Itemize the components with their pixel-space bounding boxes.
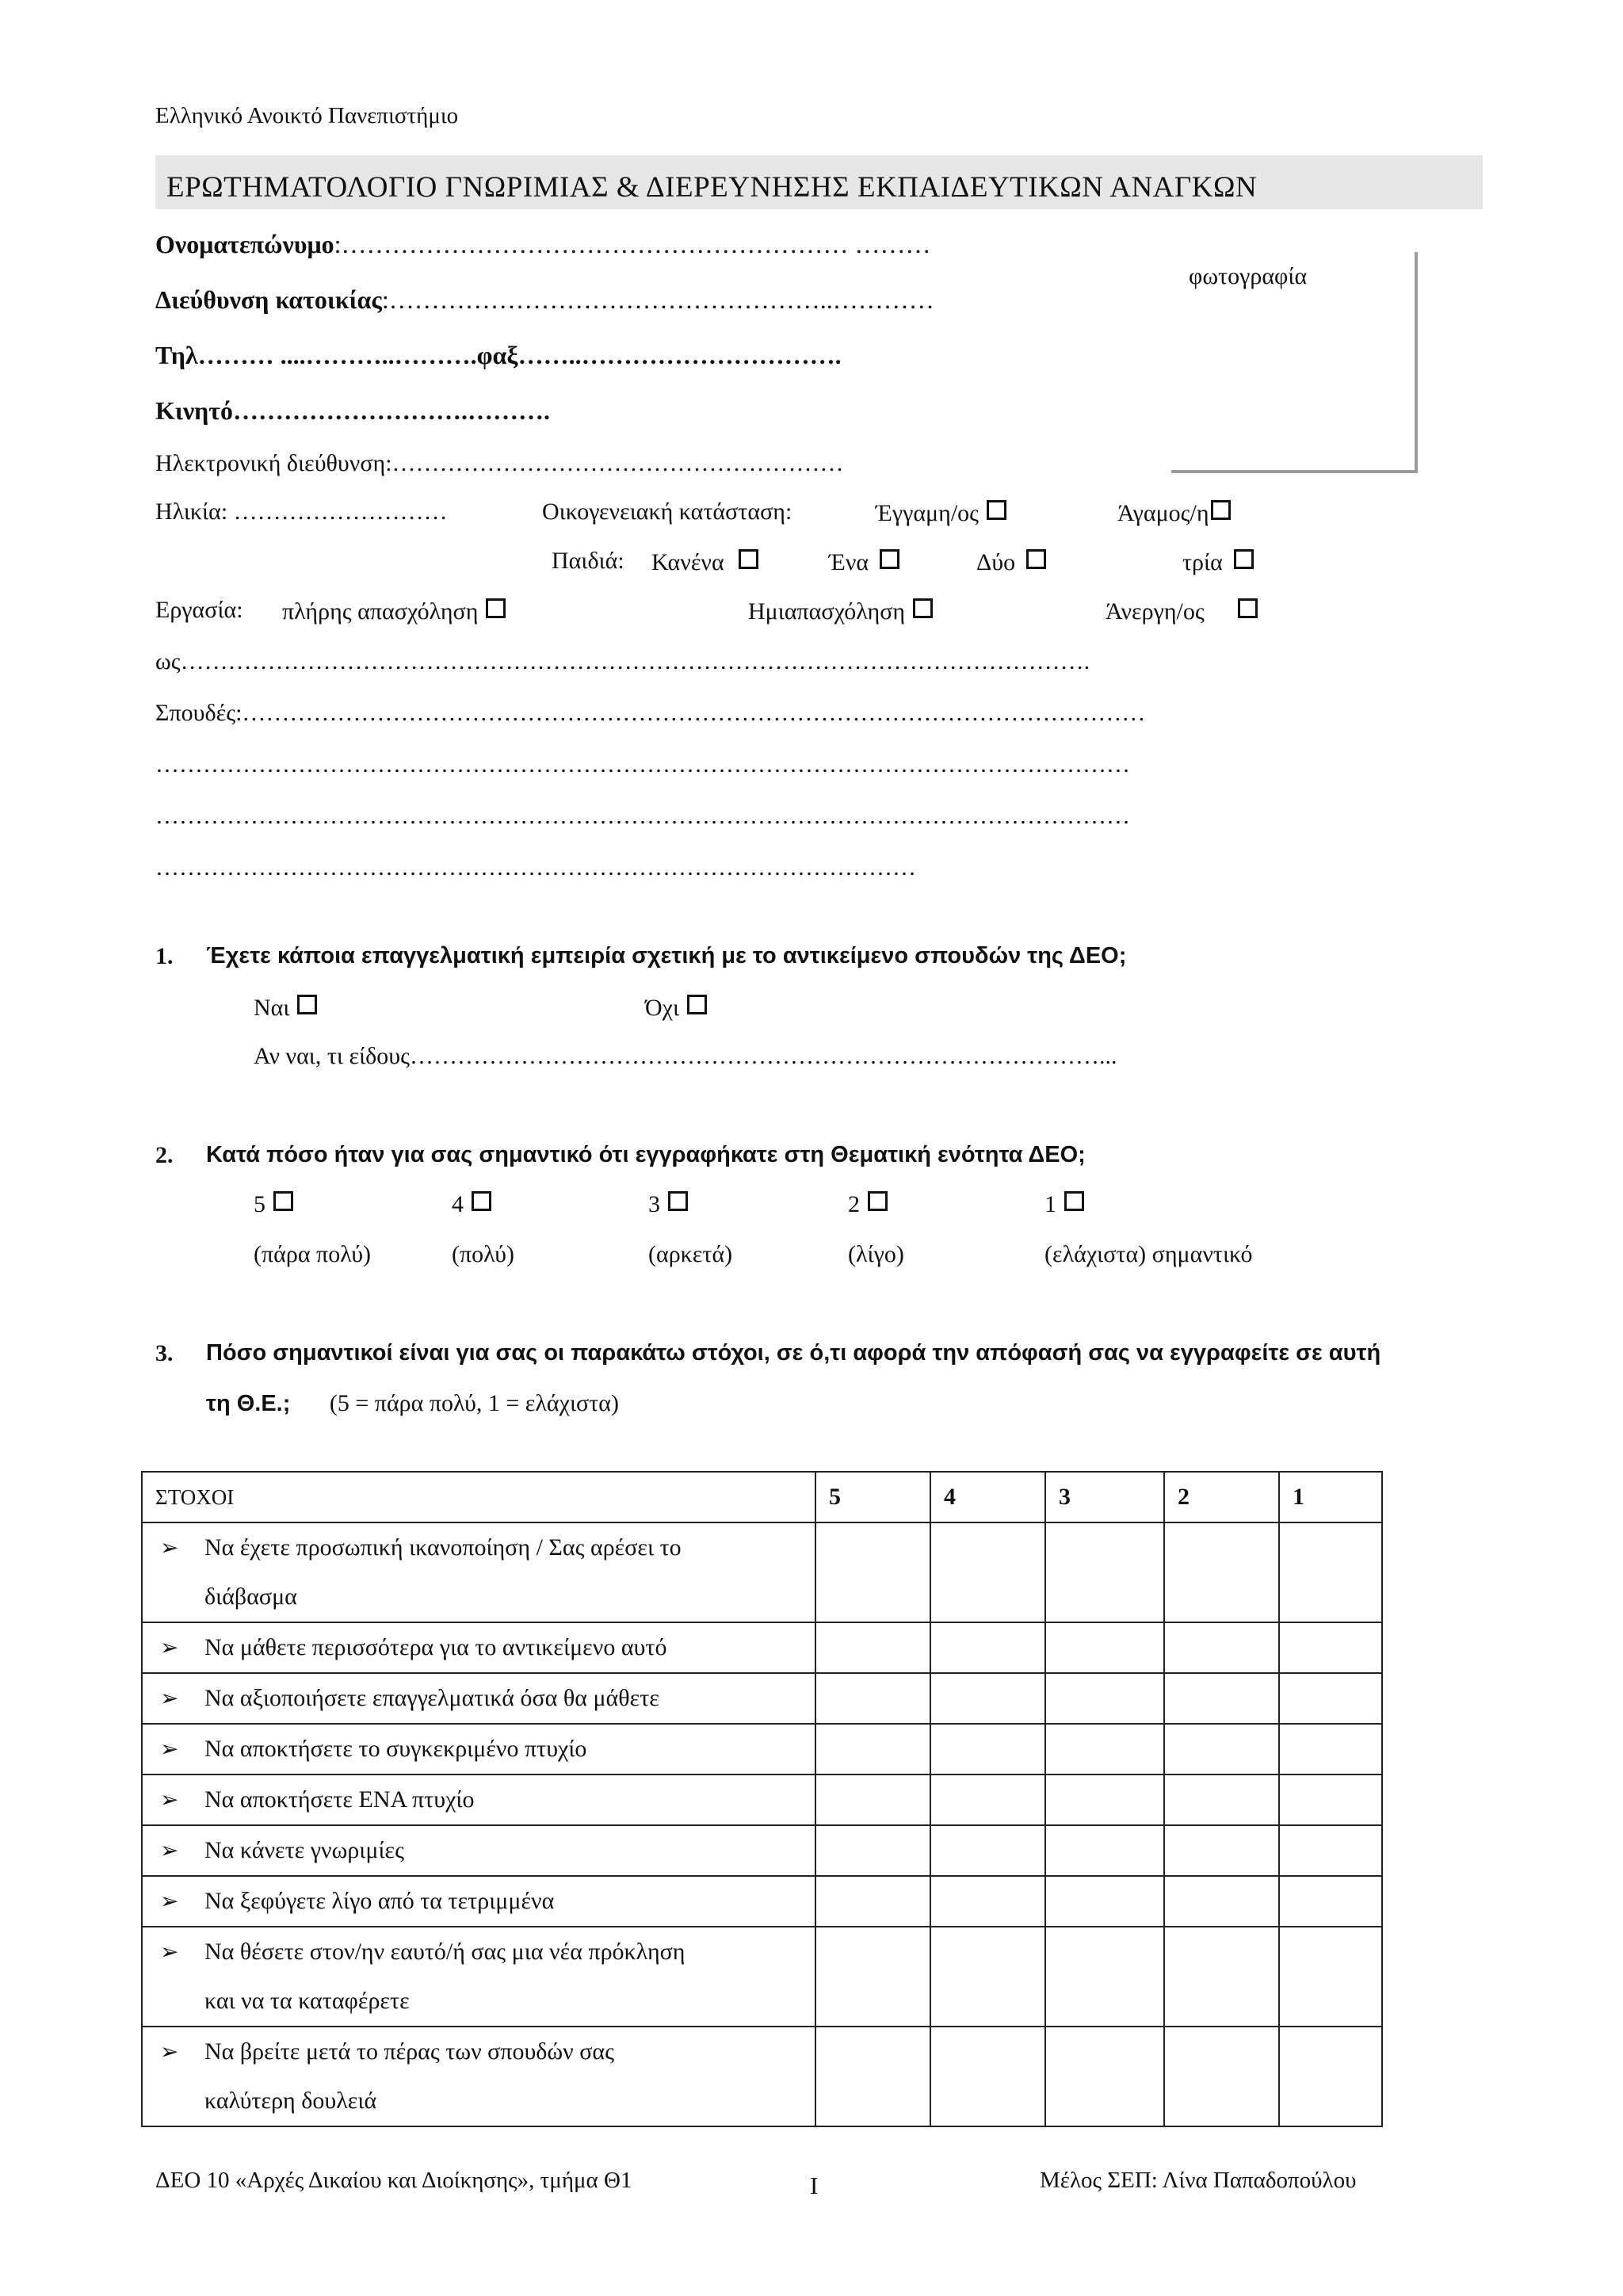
studies-extra-line[interactable]: …………………………………………………………………………………………………………… (155, 803, 1130, 829)
rating-cell[interactable] (1279, 1876, 1382, 1927)
work-unemployed-checkbox[interactable] (1238, 598, 1258, 618)
rating-cell[interactable] (1045, 2027, 1164, 2126)
q2-option-4[interactable] (452, 1191, 491, 1217)
address-field[interactable] (155, 287, 934, 312)
rating-cell[interactable] (1045, 1927, 1164, 2027)
q2-checkbox-4[interactable] (472, 1191, 491, 1211)
arrow-bullet-icon: ➢ (160, 1939, 179, 1965)
q3-scale-note: (5 = πάρα πολύ, 1 = ελάχιστα) (329, 1390, 619, 1416)
table-row (142, 1775, 1382, 1825)
rating-header-5: 5 (815, 1472, 930, 1522)
q1-yes-option[interactable] (254, 995, 317, 1020)
q2-caption-1: (ελάχιστα) σημαντικό (1044, 1241, 1253, 1267)
q1-no-checkbox[interactable] (687, 995, 707, 1014)
goal-text: Να μάθετε περισσότερα για το αντικείμενο αυτό (204, 1634, 667, 1660)
q2-caption-2: (λίγο) (848, 1241, 904, 1267)
rating-cell[interactable] (930, 1522, 1045, 1622)
table-row (142, 1876, 1382, 1927)
work-unemployed-option[interactable] (1106, 598, 1258, 624)
q2-option-2[interactable] (848, 1191, 888, 1217)
married-option[interactable] (876, 500, 1006, 525)
goal-text-continued: και να τα καταφέρετε (204, 1988, 410, 2014)
table-row (142, 1622, 1382, 1673)
goal-cell (142, 1825, 815, 1876)
rating-cell[interactable] (930, 1927, 1045, 2027)
rating-cell[interactable] (1164, 1825, 1279, 1876)
rating-cell[interactable] (1164, 1673, 1279, 1724)
rating-cell[interactable] (1279, 2027, 1382, 2126)
rating-cell[interactable] (1164, 1927, 1279, 2027)
form-title: ΕΡΩΤΗΜΑΤΟΛΟΓΙΟ ΓΝΩΡΙΜΙΑΣ & ΔΙΕΡΕΥΝΗΣΗΣ ΕΚΠΑΙΔΕΥΤΙΚΩΝ ΑΝΑΓΚΩΝ (166, 171, 1258, 204)
marital-label: Οικογενειακή κατάσταση: (542, 499, 792, 525)
rating-cell[interactable] (1164, 1775, 1279, 1825)
rating-cell[interactable] (1279, 1927, 1382, 2027)
rating-cell[interactable] (1045, 1775, 1164, 1825)
rating-cell[interactable] (1164, 2027, 1279, 2126)
q2-checkbox-3[interactable] (668, 1191, 688, 1211)
phone-fax-field[interactable]: Τηλ……… ....………..……….φαξ……..…………………………. (155, 341, 842, 369)
rating-cell[interactable] (930, 1724, 1045, 1775)
married-label: Έγγαμη/ος (876, 500, 980, 526)
rating-cell[interactable] (815, 1622, 930, 1673)
rating-header-1: 1 (1279, 1472, 1382, 1522)
rating-cell[interactable] (930, 1673, 1045, 1724)
goal-cell (142, 1927, 815, 2027)
rating-cell[interactable] (1164, 1724, 1279, 1775)
goal-cell (142, 1775, 815, 1825)
address-dots: :……………………………………………..………… (381, 285, 934, 314)
work-part-option[interactable] (748, 598, 933, 624)
arrow-bullet-icon: ➢ (160, 1534, 179, 1561)
rating-cell[interactable] (1279, 1775, 1382, 1825)
goal-text: Να ξεφύγετε λίγο από τα τετριμμένα (204, 1888, 555, 1914)
address-label: Διεύθυνση κατοικίας (155, 285, 382, 314)
goal-text-continued: διάβασμα (204, 1584, 297, 1610)
q2-caption-5: (πάρα πολύ) (254, 1241, 372, 1267)
rating-cell[interactable] (1279, 1724, 1382, 1775)
goal-text: Να αποκτήσετε ΕΝΑ πτυχίο (204, 1786, 475, 1813)
q2-option-5[interactable] (254, 1191, 293, 1217)
page-number: I (810, 2172, 819, 2199)
goal-text-continued: καλύτερη δουλειά (204, 2088, 377, 2114)
rating-header-2: 2 (1164, 1472, 1279, 1522)
rating-cell[interactable] (815, 1522, 930, 1622)
q2-option-value: 2 (848, 1191, 860, 1217)
footer-course: ΔΕΟ 10 «Αρχές Δικαίου και Διοίκησης», τμήμα Θ1 (155, 2168, 632, 2193)
goal-text: Να αποκτήσετε το συγκεκριμένο πτυχίο (204, 1736, 587, 1762)
q3-line2 (206, 1392, 619, 1415)
rating-cell[interactable] (815, 1673, 930, 1724)
rating-cell[interactable] (1279, 1673, 1382, 1724)
q1-yes-label: Ναι (254, 995, 290, 1021)
work-full-label: πλήρης απασχόληση (282, 598, 479, 625)
goal-text: Να κάνετε γνωριμίες (204, 1837, 405, 1863)
goal-cell (142, 1673, 815, 1724)
q2-checkbox-2[interactable] (868, 1191, 888, 1211)
q2-checkbox-1[interactable] (1064, 1191, 1084, 1211)
rating-cell[interactable] (815, 1876, 930, 1927)
table-row (142, 1724, 1382, 1775)
work-label: Εργασία: (155, 597, 243, 623)
goal-cell (142, 1622, 815, 1673)
table-row (142, 1673, 1382, 1724)
arrow-bullet-icon: ➢ (160, 1837, 179, 1863)
arrow-bullet-icon: ➢ (160, 1634, 179, 1660)
name-field[interactable] (155, 231, 930, 257)
table-row (142, 1825, 1382, 1876)
children-none-label: Κανένα (651, 549, 724, 575)
q2-number: 2. (155, 1142, 174, 1168)
rating-cell[interactable] (1164, 1522, 1279, 1622)
table-header-row (142, 1472, 1382, 1522)
q1-no-label: Όχι (645, 995, 680, 1021)
q2-checkbox-5[interactable] (273, 1191, 293, 1211)
goal-text: Να θέσετε στον/ην εαυτό/ή σας μια νέα πρόκληση (204, 1939, 685, 1965)
rating-cell[interactable] (815, 1825, 930, 1876)
q1-yes-checkbox[interactable] (297, 995, 317, 1014)
rating-cell[interactable] (930, 1775, 1045, 1825)
work-full-checkbox[interactable] (486, 598, 506, 618)
q3-number: 3. (155, 1340, 174, 1366)
q1-text: Έχετε κάποια επαγγελματική εμπειρία σχετική με το αντικείμενο σπουδών της ΔΕΟ; (206, 943, 1127, 968)
rating-cell[interactable] (815, 2027, 930, 2126)
children-two-option[interactable] (976, 549, 1046, 575)
q1-details-line[interactable]: Αν ναι, τι είδους……………………………………………………………………………... (254, 1043, 1117, 1069)
photo-frame-bottom (1171, 470, 1418, 473)
studies-extra-line[interactable]: …………………………………………………………………………………… (155, 854, 916, 881)
rating-cell[interactable] (1045, 1622, 1164, 1673)
rating-cell[interactable] (1045, 1673, 1164, 1724)
table-row (142, 2027, 1382, 2126)
arrow-bullet-icon: ➢ (160, 2038, 179, 2065)
work-part-label: Ημιαπασχόληση (748, 598, 906, 625)
rating-cell[interactable] (815, 1927, 930, 2027)
single-label: Άγαμος/η (1117, 500, 1209, 526)
age-field[interactable]: Ηλικία: ……………………… (155, 499, 448, 525)
rating-cell[interactable] (815, 1775, 930, 1825)
goals-table (141, 1471, 1383, 2127)
q2-option-value: 1 (1044, 1191, 1056, 1217)
q2-option-value: 4 (452, 1191, 464, 1217)
children-three-label: τρία (1182, 549, 1223, 575)
children-one-checkbox[interactable] (880, 549, 899, 569)
rating-cell[interactable] (1164, 1876, 1279, 1927)
work-part-checkbox[interactable] (913, 598, 933, 618)
name-label: Ονοματεπώνυμο (155, 230, 334, 258)
children-one-label: Ένα (829, 549, 869, 575)
goal-text: Να βρείτε μετά το πέρας των σπουδών σας (204, 2038, 615, 2065)
single-option[interactable] (1117, 500, 1231, 525)
goal-cell (142, 2027, 815, 2126)
footer-member: Μέλος ΣΕΠ: Λίνα Παπαδοπούλου (1040, 2168, 1357, 2193)
q2-option-value: 3 (648, 1191, 660, 1217)
children-label: Παιδιά: (552, 548, 624, 574)
goals-header: ΣΤΟΧΟΙ (142, 1472, 815, 1522)
name-dots: :…………………………………………………… ……… (334, 230, 931, 258)
rating-cell[interactable] (1045, 1522, 1164, 1622)
work-full-option[interactable] (282, 598, 506, 624)
rating-cell[interactable] (1279, 1522, 1382, 1622)
studies-extra-line[interactable]: …………………………………………………………………………………………………………… (155, 751, 1130, 777)
married-checkbox[interactable] (987, 500, 1006, 520)
rating-cell[interactable] (1045, 1724, 1164, 1775)
arrow-bullet-icon: ➢ (160, 1736, 179, 1762)
q2-option-value: 5 (254, 1191, 265, 1217)
rating-cell[interactable] (1279, 1825, 1382, 1876)
q2-text: Κατά πόσο ήταν για σας σημαντικό ότι εγγραφήκατε στη Θεματική ενότητα ΔΕΟ; (206, 1142, 1086, 1167)
q2-option-3[interactable] (648, 1191, 688, 1217)
goal-text: Να αξιοποιήσετε επαγγελματικά όσα θα μάθετε (204, 1685, 659, 1711)
arrow-bullet-icon: ➢ (160, 1888, 179, 1914)
work-unemployed-label: Άνεργη/ος (1106, 598, 1205, 625)
goal-cell (142, 1522, 815, 1622)
children-none-checkbox[interactable] (739, 549, 758, 569)
rating-cell[interactable] (930, 1825, 1045, 1876)
rating-cell[interactable] (815, 1724, 930, 1775)
q2-caption-4: (πολύ) (452, 1241, 514, 1267)
arrow-bullet-icon: ➢ (160, 1786, 179, 1813)
q3-text-line2: τη Θ.Ε.; (206, 1391, 291, 1416)
rating-cell[interactable] (930, 1876, 1045, 1927)
rating-cell[interactable] (930, 1622, 1045, 1673)
q1-no-option[interactable] (645, 995, 707, 1020)
q2-caption-3: (αρκετά) (648, 1241, 733, 1267)
goal-cell (142, 1876, 815, 1927)
rating-cell[interactable] (1045, 1876, 1164, 1927)
photo-frame-right (1415, 252, 1418, 472)
goal-cell (142, 1724, 815, 1775)
goal-text: Να έχετε προσωπική ικανοποίηση / Σας αρέσει το (204, 1534, 682, 1561)
rating-cell[interactable] (930, 2027, 1045, 2126)
q2-option-1[interactable] (1044, 1191, 1084, 1217)
children-three-checkbox[interactable] (1234, 549, 1254, 569)
table-row (142, 1522, 1382, 1622)
occupation-line[interactable]: ως……………………………………………………………………………………………………. (155, 648, 1090, 674)
children-two-label: Δύο (976, 549, 1016, 575)
table-row (142, 1927, 1382, 2027)
q1-number: 1. (155, 943, 174, 969)
arrow-bullet-icon: ➢ (160, 1685, 179, 1711)
email-field[interactable]: Ηλεκτρονική διεύθυνση:………………………………………………… (155, 450, 844, 476)
studies-line[interactable]: Σπουδές:…………………………………………………………………………………………………… (155, 700, 1146, 726)
rating-cell[interactable] (1279, 1622, 1382, 1673)
single-checkbox[interactable] (1211, 500, 1231, 520)
rating-cell[interactable] (1164, 1622, 1279, 1673)
rating-header-3: 3 (1045, 1472, 1164, 1522)
rating-header-4: 4 (930, 1472, 1045, 1522)
rating-cell[interactable] (1045, 1825, 1164, 1876)
q3-text-line1: Πόσο σημαντικοί είναι για σας οι παρακάτω στόχοι, σε ό,τι αφορά την απόφασή σας να εγγραφείτε σε αυτή (206, 1340, 1381, 1366)
mobile-field[interactable]: Κινητό……………………….………. (155, 396, 551, 425)
children-two-checkbox[interactable] (1026, 549, 1046, 569)
children-none-option[interactable] (651, 549, 758, 575)
children-three-option[interactable] (1182, 549, 1254, 575)
university-name: Ελληνικό Ανοικτό Πανεπιστήμιο (155, 103, 459, 128)
children-one-option[interactable] (829, 549, 899, 575)
photo-label: φωτογραφία (1189, 263, 1308, 289)
